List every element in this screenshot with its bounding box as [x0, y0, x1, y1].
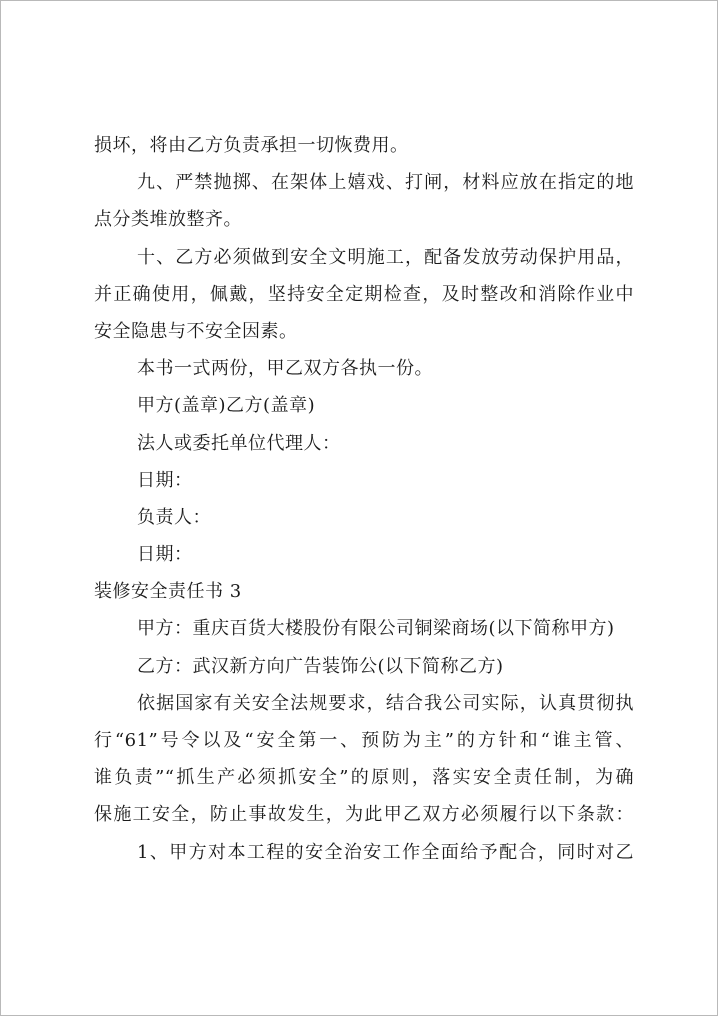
text-line: 日期： — [137, 469, 193, 491]
text-line: 装修安全责任书 3 — [94, 581, 242, 603]
text-line: 损坏，将由乙方负责承担一切恢费用。 — [94, 135, 409, 156]
text-line: 法人或委托单位代理人： — [137, 432, 341, 454]
text-line: 依据国家有关安全法规要求，结合我公司实际，认真贯彻执 — [137, 692, 634, 714]
document-body — [94, 127, 634, 871]
text-line: 日期： — [137, 544, 193, 566]
text-line: 甲方(盖章)乙方(盖章) — [137, 395, 316, 417]
text-line: 1、甲方对本工程的安全治安工作全面给予配合，同时对乙 — [137, 841, 634, 863]
text-line: 九、严禁抛掷、在架体上嬉戏、打闸，材料应放在指定的地 — [137, 172, 634, 194]
text-line: 保施工安全，防止事故发生，为此甲乙双方必须履行以下条款： — [94, 804, 634, 826]
text-line: 安全隐患与不安全因素。 — [94, 320, 298, 342]
text-line: 乙方：武汉新方向广告装饰公(以下简称乙方) — [137, 655, 504, 677]
text-line: 负责人： — [137, 506, 211, 528]
text-line: 十、乙方必须做到安全文明施工，配备发放劳动保护用品， — [137, 246, 634, 268]
text-line: 谁负责”“抓生产必须抓安全”的原则，落实安全责任制，为确 — [94, 767, 634, 789]
text-line: 甲方：重庆百货大楼股份有限公司铜梁商场(以下简称甲方) — [137, 618, 615, 640]
text-line: 并正确使用，佩戴，坚持安全定期检查，及时整改和消除作业中 — [94, 283, 634, 305]
text-line: 行“61”号令以及“安全第一、预防为主”的方针和“谁主管、 — [94, 730, 634, 751]
text-line: 点分类堆放整齐。 — [94, 209, 242, 231]
text-line: 本书一式两份，甲乙双方各执一份。 — [137, 358, 433, 380]
